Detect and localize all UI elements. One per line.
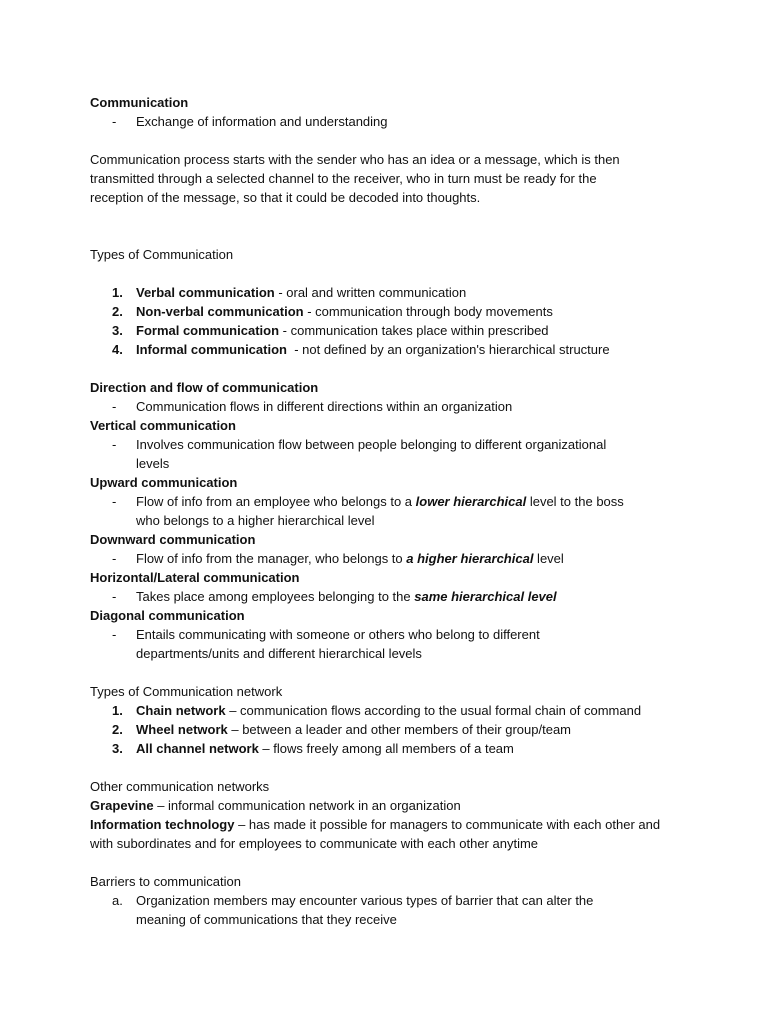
other-heading: Other communication networks (90, 779, 270, 794)
downward-heading: Downward communication (90, 532, 256, 547)
communication-definition (90, 112, 690, 131)
document-body (90, 93, 690, 929)
list-item (90, 302, 690, 321)
upward-text-start: Flow of info from an employee who belongs to a (136, 494, 416, 509)
it-paragraph (90, 815, 670, 853)
list-term: Verbal communication (136, 285, 275, 300)
list-number: 3. (112, 741, 123, 756)
list-number: 2. (112, 722, 123, 737)
horizontal-heading: Horizontal/Lateral communication (90, 570, 300, 585)
list-desc: – flows freely among all members of a team (258, 741, 514, 756)
list-desc: - communication takes place within prescribed (279, 323, 549, 338)
list-number: 4. (112, 342, 123, 357)
list-desc: - communication through body movements (303, 304, 553, 319)
list-number: 1. (112, 285, 123, 300)
network-list (90, 701, 690, 758)
communication-paragraph: Communication process starts with the sender who has an idea or a message, which is then transmitted through a selected channel to the receiver, who in turn must be ready for the reception of the message, so that it could be decoded into thoughts. (90, 152, 620, 205)
list-item (90, 321, 690, 340)
list-desc: – between a leader and other members of their group/team (227, 722, 572, 737)
barriers-item (90, 891, 636, 929)
upward-emphasis: lower hierarchical (415, 494, 527, 509)
barriers-heading: Barriers to communication (90, 874, 241, 889)
downward-text-end: level (533, 551, 564, 566)
list-desc: - not defined by an organization's hierarchical structure (286, 342, 610, 357)
diagonal-item (90, 625, 576, 663)
network-heading: Types of Communication network (90, 684, 283, 699)
horizontal-item (90, 587, 690, 606)
list-number: 3. (112, 323, 123, 338)
dash-marker: - (112, 114, 117, 129)
list-term: Chain network (136, 703, 226, 718)
downward-item (90, 549, 690, 568)
dash-marker: - (112, 627, 117, 642)
downward-text-start: Flow of info from the manager, who belongs to (136, 551, 407, 566)
list-item (90, 739, 690, 758)
it-term: Information technology (90, 817, 235, 832)
definition-text: Exchange of information and understanding (136, 114, 388, 129)
upward-text-end: level to the boss who belongs to a higher hierarchical level (136, 494, 624, 528)
horizontal-text: Takes place among employees belonging to the (136, 589, 415, 604)
alpha-marker: a. (112, 893, 123, 908)
dash-marker: - (112, 437, 117, 452)
direction-text: Communication flows in different directions within an organization (136, 399, 513, 414)
direction-item (90, 397, 690, 416)
dash-marker: - (112, 551, 117, 566)
list-term: Non-verbal communication (136, 304, 304, 319)
list-number: 1. (112, 703, 123, 718)
list-term: Wheel network (136, 722, 228, 737)
grapevine-line (90, 796, 690, 815)
list-desc: - oral and written communication (274, 285, 467, 300)
dash-marker: - (112, 399, 117, 414)
dash-marker: - (112, 494, 117, 509)
upward-item (90, 492, 646, 530)
downward-emphasis: a higher hierarchical (406, 551, 534, 566)
diagonal-text: Entails communicating with someone or others who belong to different departments/units and different hierarchical levels (136, 627, 540, 661)
grapevine-desc: – informal communication network in an organization (153, 798, 461, 813)
types-list (90, 283, 690, 359)
vertical-item (90, 435, 614, 473)
horizontal-emphasis: same hierarchical level (414, 589, 557, 604)
direction-heading: Direction and flow of communication (90, 380, 319, 395)
upward-heading: Upward communication (90, 475, 238, 490)
types-heading: Types of Communication (90, 247, 234, 262)
grapevine-term: Grapevine (90, 798, 154, 813)
list-item (90, 340, 690, 359)
vertical-heading: Vertical communication (90, 418, 236, 433)
list-desc: – communication flows according to the usual formal chain of command (225, 703, 642, 718)
vertical-text: Involves communication flow between people belonging to different organizational levels (136, 437, 607, 471)
list-number: 2. (112, 304, 123, 319)
it-desc: – has made it possible for managers to communicate with each other and with subordinates and for employees to communicate with each other anytime (90, 817, 661, 851)
communication-heading: Communication (90, 95, 189, 110)
list-term: All channel network (136, 741, 259, 756)
list-term: Formal communication (136, 323, 280, 338)
list-term: Informal communication (136, 342, 287, 357)
barriers-text: Organization members may encounter various types of barrier that can alter the meaning of communications that they receive (136, 893, 594, 927)
list-item (90, 283, 690, 302)
list-item (90, 701, 690, 720)
diagonal-heading: Diagonal communication (90, 608, 245, 623)
list-item (90, 720, 690, 739)
dash-marker: - (112, 589, 117, 604)
